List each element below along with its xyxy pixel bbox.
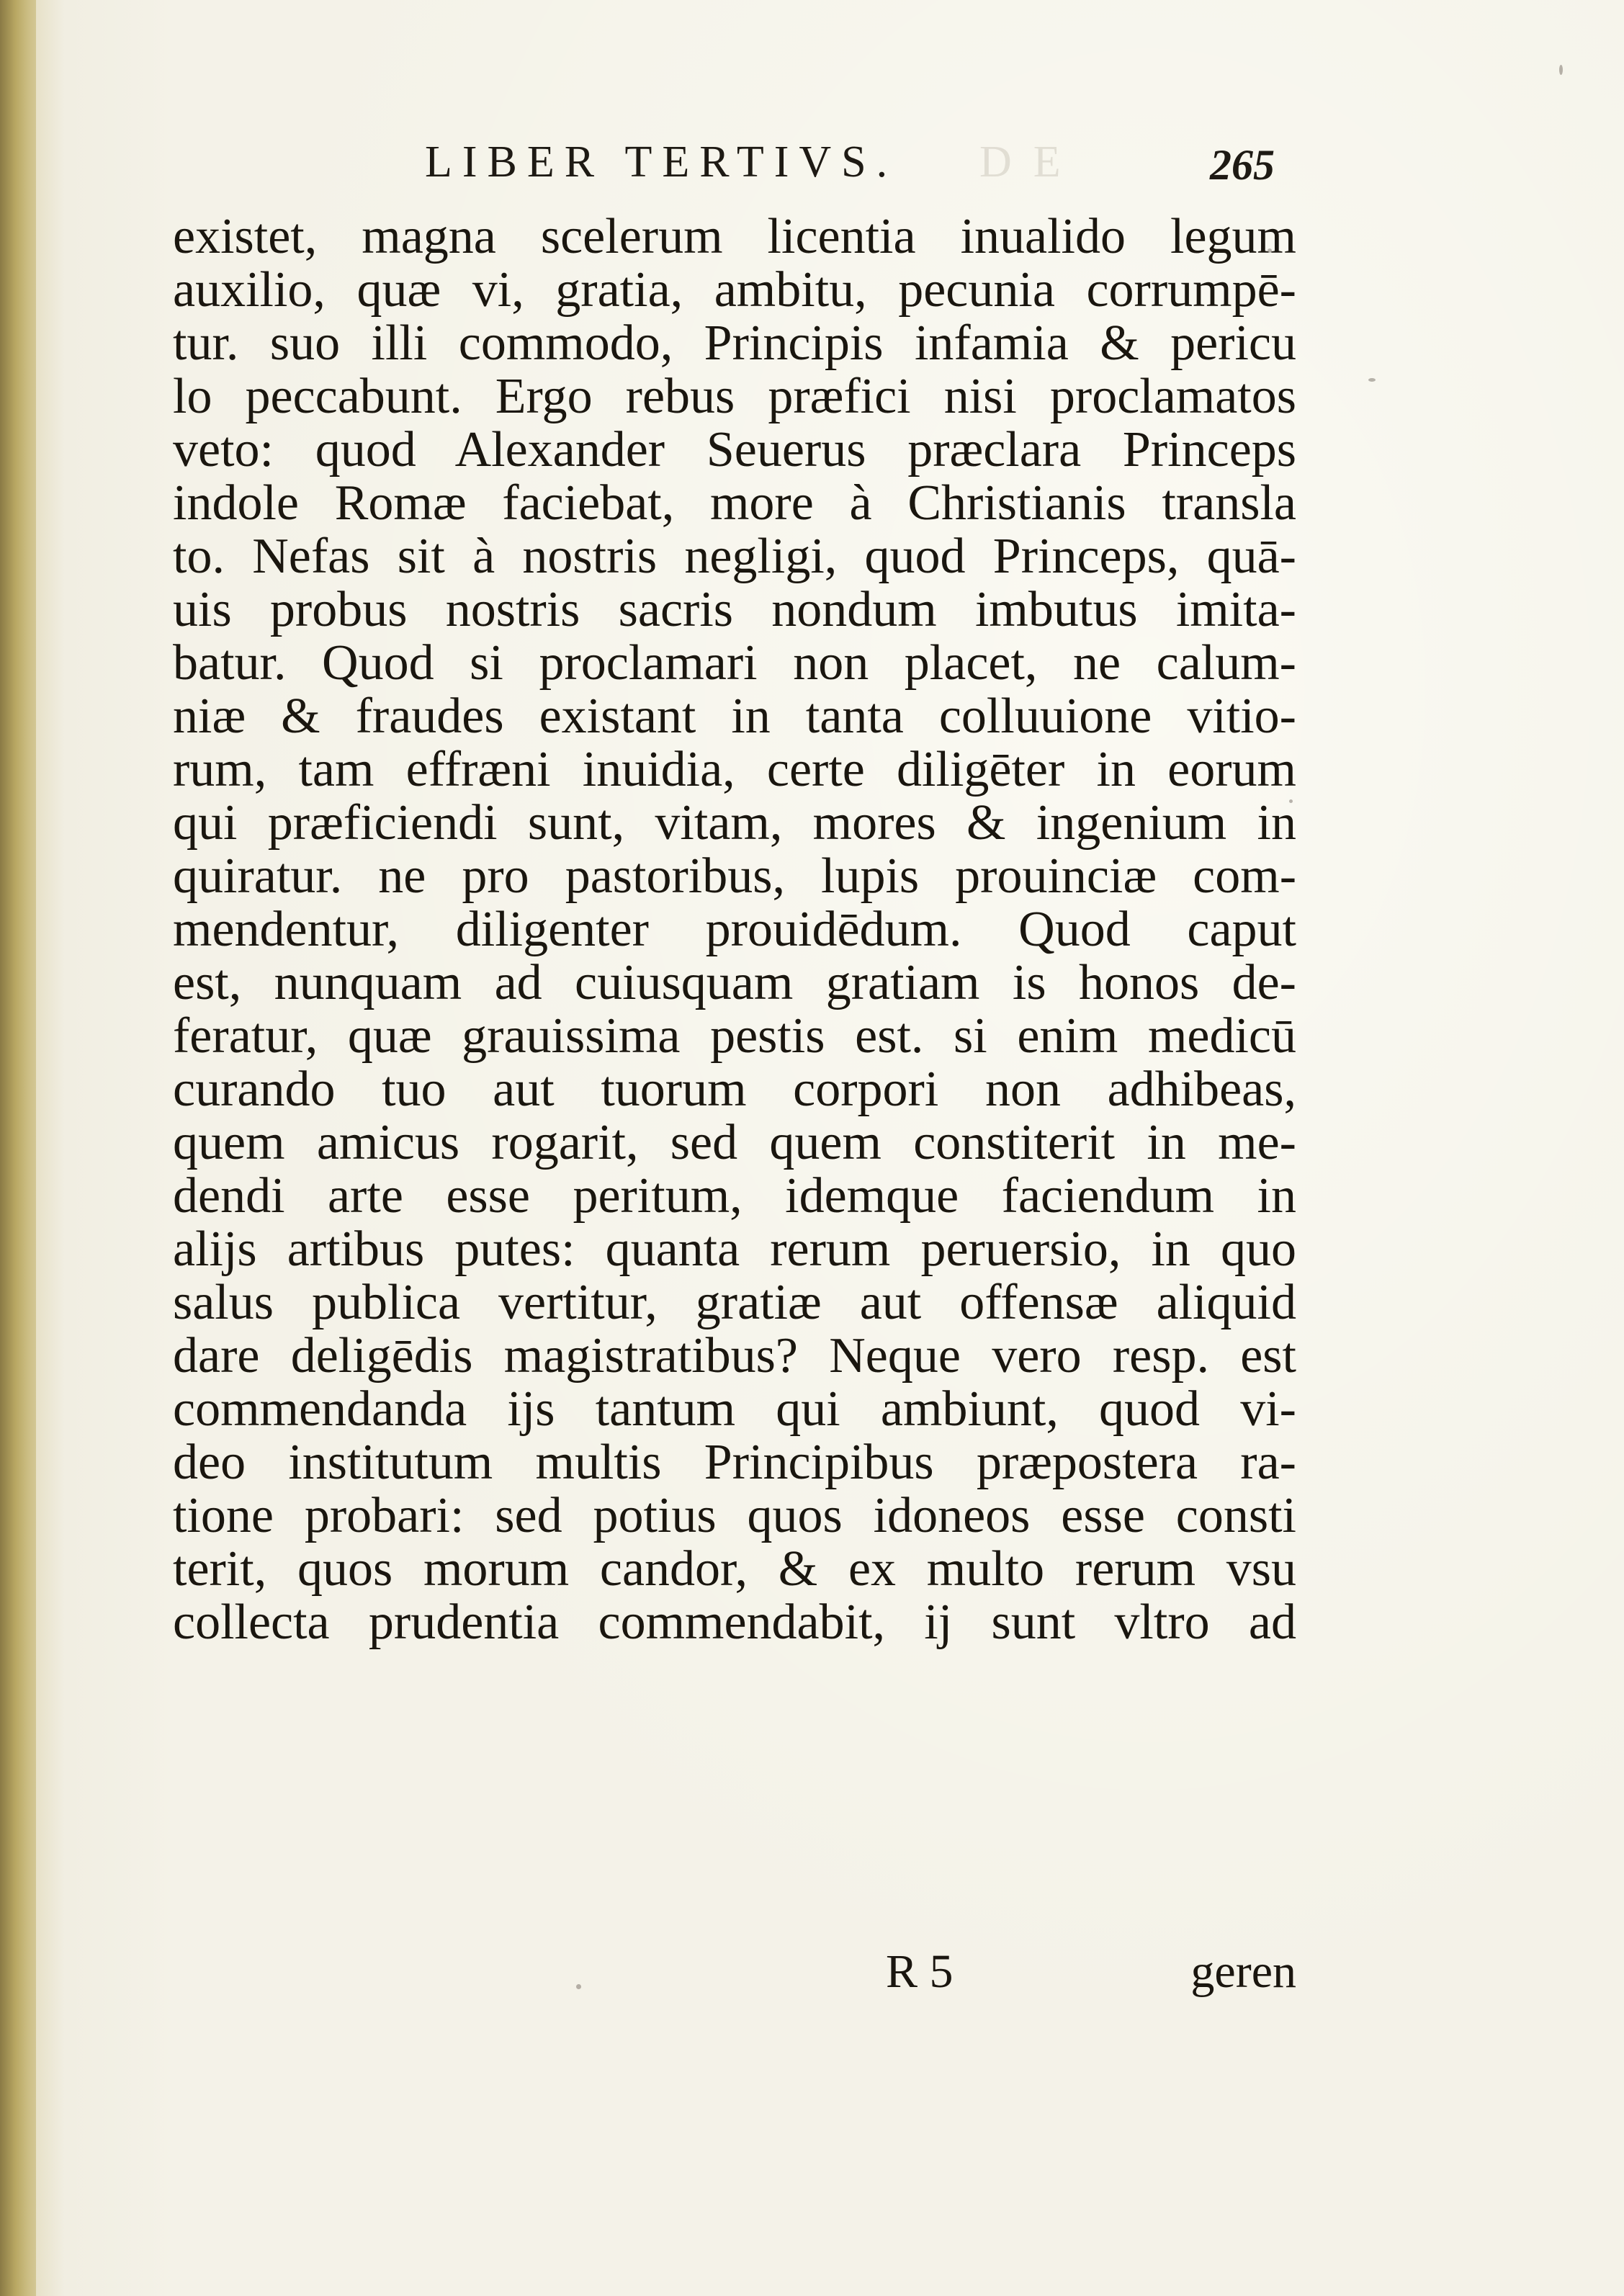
show-through-ghost-text: DE bbox=[979, 138, 1082, 187]
text-line: batur. Quod si proclamari non placet, ne calum- bbox=[173, 635, 1296, 691]
text-line: existet, magna scelerum licentia inualido legum bbox=[173, 209, 1296, 264]
text-line: terit, quos morum candor, & ex multo rerum vsu bbox=[173, 1541, 1296, 1597]
text-line: indole Romæ faciebat, more à Christianis transla bbox=[173, 475, 1296, 531]
running-head: LIBER TERTIVS. bbox=[425, 138, 898, 187]
text-line: commendanda ijs tantum qui ambiunt, quod vi- bbox=[173, 1381, 1296, 1437]
ink-speck bbox=[1368, 378, 1376, 382]
text-line: uis probus nostris sacris nondum imbutus imita- bbox=[173, 582, 1296, 637]
text-line: niæ & fraudes existant in tanta colluuione vitio- bbox=[173, 689, 1296, 744]
body-text bbox=[173, 210, 1296, 1649]
ink-speck bbox=[576, 1984, 581, 1989]
page-number: 265 bbox=[1210, 141, 1275, 189]
text-line: mendentur, diligenter prouidēdum. Quod caput bbox=[173, 902, 1296, 957]
text-line: feratur, quæ grauissima pestis est. si enim medicū bbox=[173, 1008, 1296, 1064]
text-line: tur. suo illi commodo, Principis infamia & pericu bbox=[173, 315, 1296, 371]
text-line: tione probari: sed potius quos idoneos esse consti bbox=[173, 1488, 1296, 1543]
text-line: auxilio, quæ vi, gratia, ambitu, pecunia corrumpē- bbox=[173, 262, 1296, 318]
text-line: deo institutum multis Principibus præpostera ra- bbox=[173, 1435, 1296, 1490]
text-line: est, nunquam ad cuiusquam gratiam is honos de- bbox=[173, 955, 1296, 1010]
text-line: qui præficiendi sunt, vitam, mores & ingenium in bbox=[173, 795, 1296, 851]
catchword: geren bbox=[1190, 1945, 1296, 1998]
text-line: collecta prudentia commendabit, ij sunt vltro ad bbox=[173, 1595, 1296, 1650]
text-line: quiratur. ne pro pastoribus, lupis prouinciæ com- bbox=[173, 848, 1296, 904]
book-page bbox=[36, 0, 1624, 2296]
text-line: curando tuo aut tuorum corpori non adhibeas, bbox=[173, 1062, 1296, 1117]
text-line: dare deligēdis magistratibus? Neque vero resp. est bbox=[173, 1328, 1296, 1384]
text-line: veto: quod Alexander Seuerus præclara Princeps bbox=[173, 422, 1296, 477]
text-line: rum, tam effræni inuidia, certe diligēter in eorum bbox=[173, 742, 1296, 797]
catchline bbox=[173, 1945, 1296, 2002]
text-line: salus publica vertitur, gratiæ aut offensæ aliquid bbox=[173, 1275, 1296, 1330]
ink-speck bbox=[1268, 248, 1272, 253]
text-line: dendi arte esse peritum, idemque faciendum in bbox=[173, 1168, 1296, 1224]
text-line: alijs artibus putes: quanta rerum peruersio, in quo bbox=[173, 1221, 1296, 1277]
text-line: to. Nefas sit à nostris negligi, quod Princeps, quā- bbox=[173, 529, 1296, 584]
text-line: quem amicus rogarit, sed quem constiterit in me- bbox=[173, 1115, 1296, 1170]
text-line: lo peccabunt. Ergo rebus præfici nisi proclamatos bbox=[173, 369, 1296, 424]
signature-mark: R 5 bbox=[886, 1945, 954, 1998]
ink-speck bbox=[1559, 65, 1563, 75]
ink-speck bbox=[1289, 799, 1293, 803]
